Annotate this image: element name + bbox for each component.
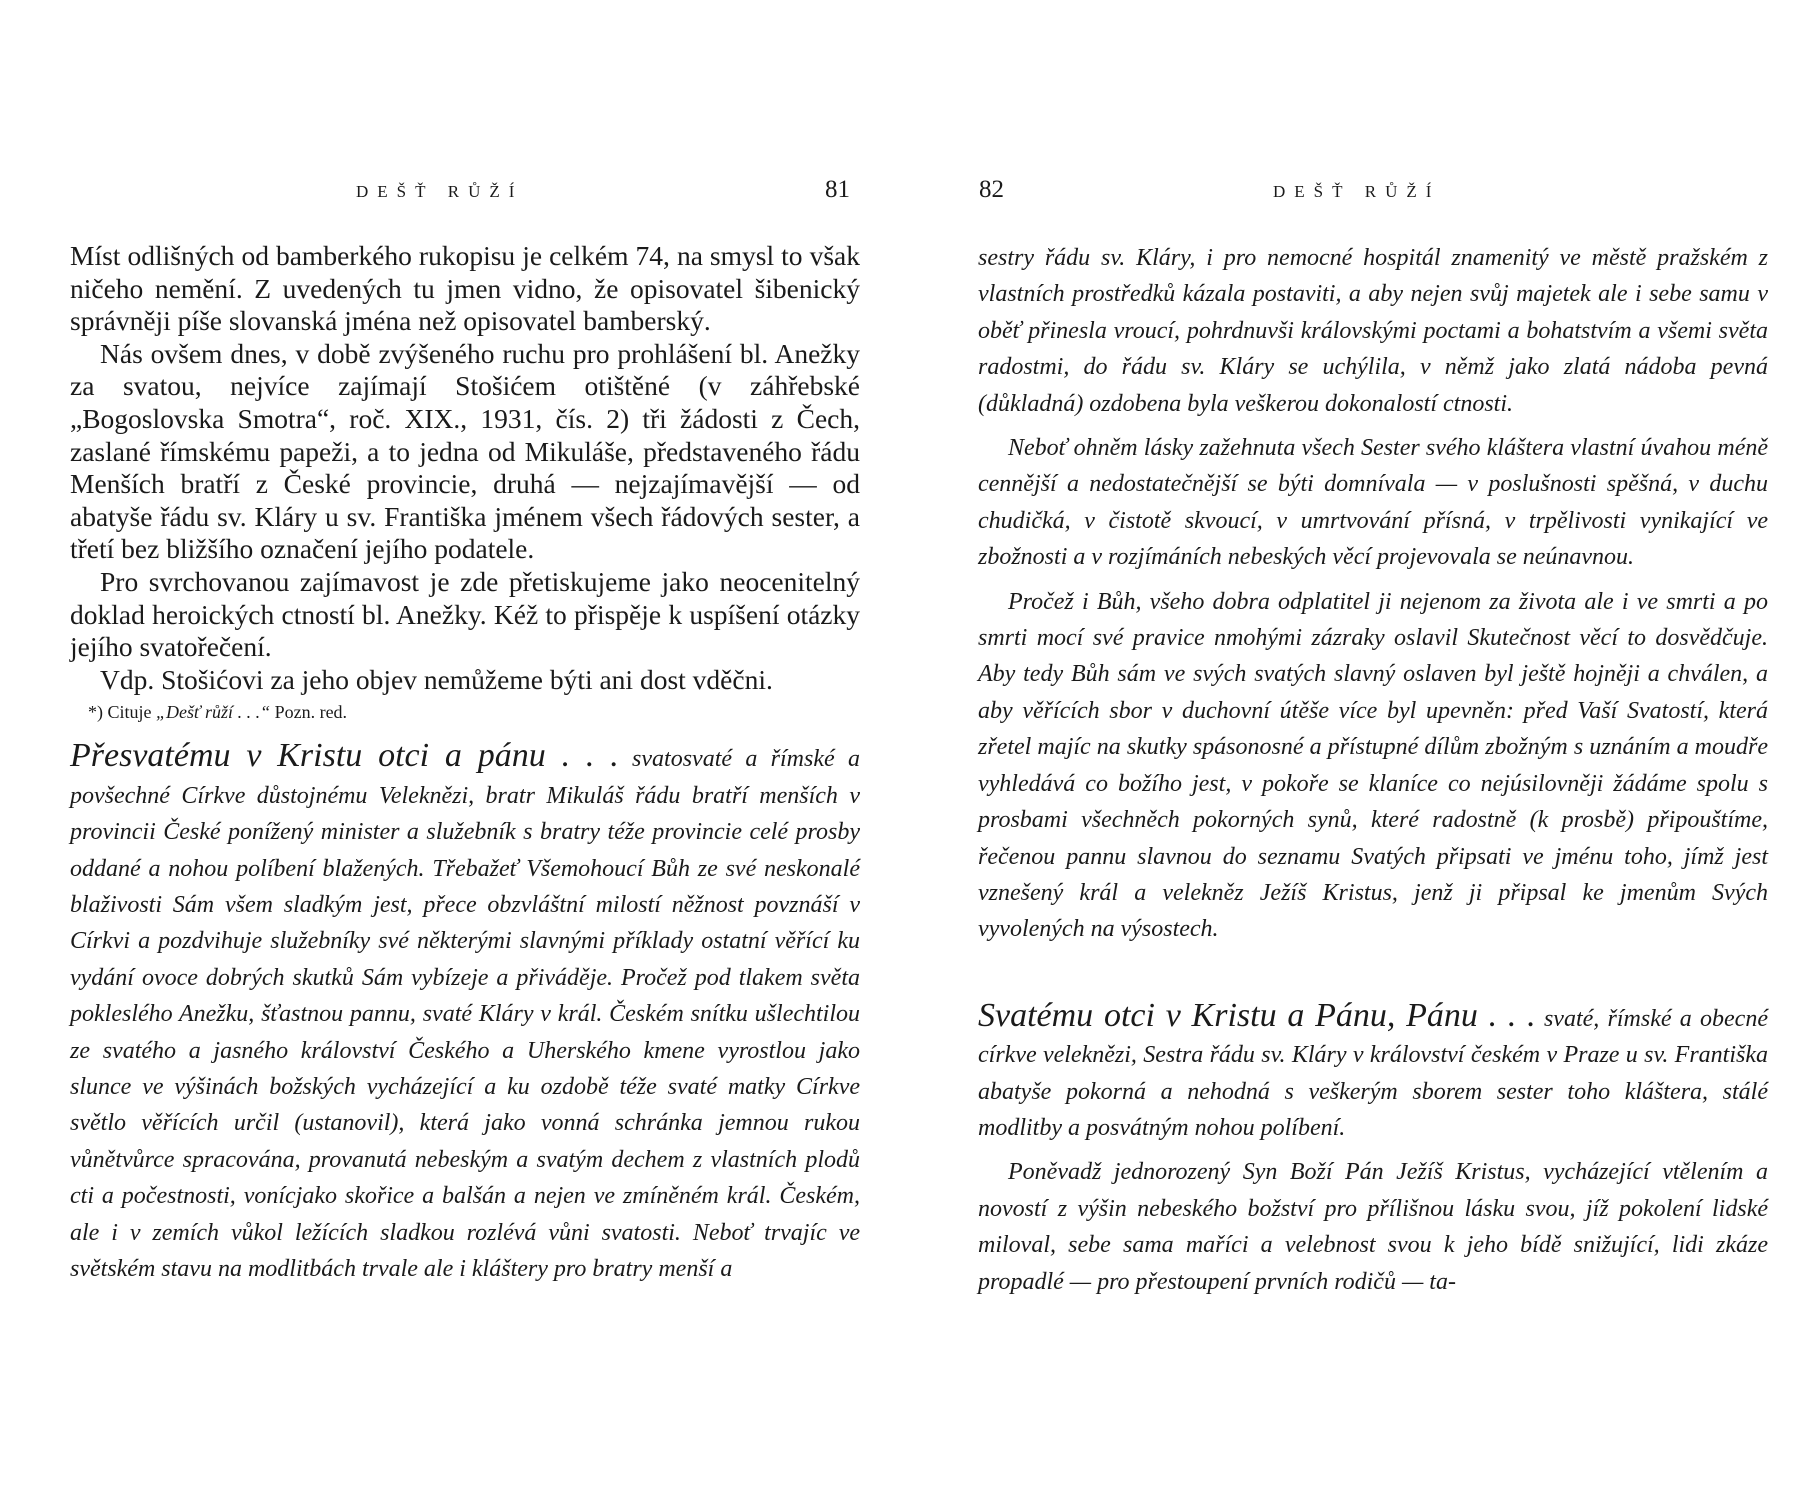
running-header — [978, 176, 1768, 210]
letter-body: svatosvaté a římské a povšechné Církve důstojnému Veleknězi, bratr Mikuláš řádu bratří menších v provincii České ponížený minister a služebník s bratry téže provincie celé prosby oddané a nohou políbení blažených. Třebažeť Všemohoucí Bůh ze své neskonalé blaživosti Sám všem sladkým jest, přece obzvláštní milostí něžnost povznáší v Církvi a pozdvihuje služebníky své některými slavnými příklady ostatní věřící ku vydání ovoce dobrých skutků Sám vybízeje a přiváděje. Pročež pod tlakem světa pokleslého Anežku, šťastnou pannu, svaté Kláry v král. Českém snítku ušlechtilou ze svatého a jasného království Českého a Uherského kmene vyrostlou jako slunce ve výšinách božských vycházející a ku ozdobě téže svaté matky Církve světlo věřících určil (ustanovil), která jako vonná schránka jemnou rukou vůnětvůrce spracována, provanutá nebeským a svatým dechem z vlastních plodů cti a počestnosti, vonícjako skořice a balšán a nejen ve zmíněném král. Českém, ale i v zemích vůkol ležících sladkou rozlévá vůni svatosti. Neboť trvajíc ve světském stavu na modlitbách trvale ale i kláštery pro bratry menší a — [70, 746, 860, 1282]
letter-text — [978, 998, 1768, 1147]
running-header — [70, 176, 860, 210]
paragraph: sestry řádu sv. Kláry, i pro nemocné hospitál znamenitý ve městě pražském z vlastních prostředků kázala postaviti, a aby nejen svůj majetek ale i sebe samu v oběť přinesla vroucí, pohrdnuvši královskými poctami a bohatstvím a všemi světa radostmi, do řádu sv. Kláry se uchýlila, v němž jako zlatá nádoba pevná (důkladná) ozdobena byla veškerou dokonalostí ctnosti. — [978, 245, 1768, 417]
footnote-suffix: Pozn. red. — [270, 702, 348, 723]
footnote-prefix: *) Cituje — [88, 702, 156, 723]
right-page — [978, 0, 1768, 1500]
paragraph: Neboť ohněm lásky zažehnuta všech Sester svého kláštera vlastní úvahou méně cennější a nedostatečnější se býti domnívala — v poslušnosti spěšná, v duchu chudičká, v čistotě skvoucí, v umrtvování přísná, v trpělivosti vynikající ve zbožnosti a v rozjímáních nebeských věcí projevovala se neúnavnou. — [978, 435, 1768, 571]
paragraph: Vdp. Stošićovi za jeho objev nemůžeme býti ani dost vděčni. — [100, 663, 773, 695]
footnote — [88, 700, 860, 724]
paragraph: Poněvadž jednorozený Syn Boží Pán Ježíš Kristus, vycházející vtělením a novostí z výšin nebeského božství pro přílišnou lásku svou, jíž pokolení lidské miloval, sebe sama maříci a velebnost svou k jeho bídě snižující, lidi zkáze propadlé — pro přestoupení prvních rodičů — ta- — [978, 1159, 1768, 1295]
paragraph: Pro svrchovanou zajímavost je zde přetiskujeme jako neocenitelný doklad heroických ctností bl. Anežky. Kéž to přispěje k uspíšení otázky jejího svatořečení. — [70, 565, 860, 663]
running-title: DEŠŤ RŮŽÍ — [356, 182, 524, 201]
letter-body: svaté, římské a obecné církve veleknězi, Sestra řádu sv. Kláry v království českém v Praze u sv. Františka abatyše pokorná a nehodná s veškerým sborem sester toho kláštera, stálé modlitby a posvátným nohou políbení. — [978, 1005, 1768, 1141]
page-body — [70, 240, 860, 1287]
page-number: 82 — [979, 176, 1004, 203]
page-body — [978, 240, 1768, 1300]
page-number: 81 — [825, 176, 850, 203]
left-page — [70, 0, 860, 1500]
paragraph: Nás ovšem dnes, v době zvýšeného ruchu pro prohlášení bl. Anežky za svatou, nejvíce zajímají Stošićem otištěné (v záhřebské „Bogoslovska Smotra“, roč. XIX., 1931, čís. 2) tři žádosti z Čech, zaslané římskému papeži, a to jedna od Mikuláše, představeného řádu Menších bratří z České provincie, druhá — nejzajímavější — od abatyše řádu sv. Kláry u sv. Františka jménem všech řádových sester, a třetí bez bližšího označení jejího podatele. — [70, 337, 860, 565]
letter-heading: Svatému otci v Kristu a Pánu, Pánu . . . — [978, 996, 1536, 1034]
paragraph: Pročež i Bůh, všeho dobra odplatitel ji nejenom za života ale i ve smrti a po smrti mocí své pravice nmohými zázraky oslavil Skutečnost věcí to dosvědčuje. Aby tedy Bůh sám ve svých svatých slavný oslaven byl ještě hojněji a chválen, a aby věřících sbor v duchovní útěše více byl upevněn: před Vaší Svatostí, která zřetel majíc na skutky spásonosné a přístupné dílům zbožným s uznáním a moudře vyhledává co božího jest, v pokoře se klaníce co nejúsilovněji žádáme spolu s prosbami všechněch pokorných synů, které radostně (k prosbě) připouštíme, řečenou pannu slavnou do seznamu Svatých připsati ve jménu toho, jímž jest vznešený král a velekněz Ježíš Kristus, jenž ji připsal ke jmenům Svých vyvolených na výsostech. — [978, 588, 1768, 943]
letter-text — [70, 738, 860, 1287]
paragraph: Míst odlišných od bamberkého rukopisu je celkém 74, na smysl to však ničeho nemění. Z uvedených tu jmen vidno, že opisovatel šibenický správněji píše slovanská jména než opisovatel bamberský. — [70, 240, 860, 337]
running-title: DEŠŤ RŮŽÍ — [1273, 182, 1441, 201]
footnote-quote: „Dešť růží . . .“ — [156, 702, 271, 723]
letter-heading: Přesvatému v Kristu otci a pánu . . . — [70, 737, 619, 775]
